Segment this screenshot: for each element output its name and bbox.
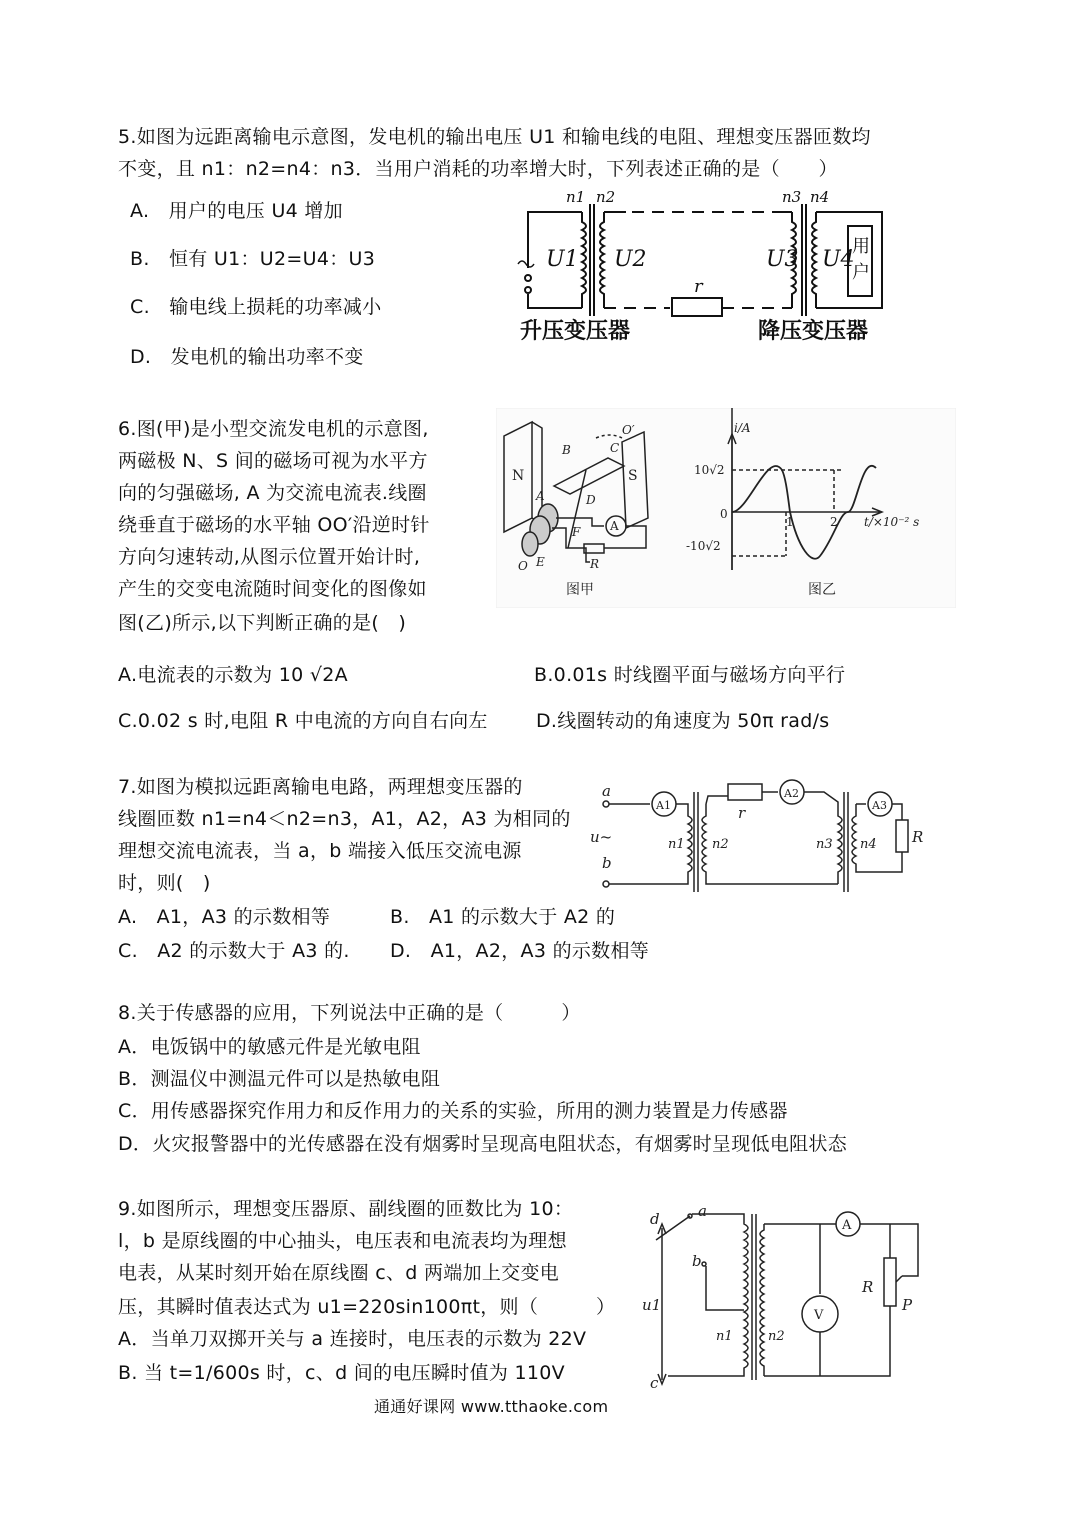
- q7-circuit-diagram: [588, 776, 933, 896]
- q6-label-C: C: [610, 441, 620, 455]
- q9-label-R: R: [862, 1278, 874, 1296]
- q6-ammeter-A: A: [610, 519, 619, 533]
- q6-option-a[interactable]: A.电流表的示数为 10 √2A: [118, 664, 348, 686]
- q6-option-d[interactable]: D.线圈转动的角速度为 50π rad/s: [536, 710, 830, 732]
- q6-label-Oprime: O′: [622, 423, 635, 437]
- footer-watermark: 通通好课网 www.tthaoke.com: [374, 1397, 609, 1416]
- q5-label-U2: U2: [614, 247, 647, 272]
- q6-label-D: D: [586, 493, 596, 507]
- q5-transmission-diagram: [510, 186, 890, 346]
- q9-voltmeter-V: V: [814, 1308, 824, 1323]
- q6-label-E: E: [536, 555, 545, 569]
- q5-option-d[interactable]: D. 发电机的输出功率不变: [130, 346, 364, 368]
- q6-pole-S: S: [628, 468, 638, 484]
- q6-stem-line7: 图(乙)所示,以下判断正确的是( ): [118, 612, 407, 634]
- q7-stem-line3: 理想交流电流表，当 a，b 端接入低压交流电源: [118, 840, 522, 862]
- q7-label-n4: n4: [860, 837, 877, 852]
- q9-label-b: b: [692, 1252, 702, 1270]
- q7-stem-line1: 7.如图为模拟远距离输电电路，两理想变压器的: [118, 776, 523, 798]
- q9-stem-line4: 压，其瞬时值表达式为 u1=220sin100πt，则（ ）: [118, 1296, 616, 1318]
- q9-stem-line2: l，b 是原线圈的中心抽头，电压表和电流表均为理想: [118, 1230, 567, 1252]
- q6-pole-N: N: [512, 468, 525, 484]
- q7-ammeter-A2: A2: [784, 787, 799, 800]
- q7-label-n3: n3: [816, 837, 833, 852]
- q6-label-O: O: [518, 559, 528, 573]
- q5-option-a[interactable]: A. 用户的电压 U4 增加: [130, 200, 343, 222]
- q9-option-b[interactable]: B. 当 t=1/600s 时，c、d 间的电压瞬时值为 110V: [118, 1362, 565, 1384]
- q6-xtick-2: 2: [830, 515, 838, 529]
- q6-xlabel: t/×10⁻² s: [864, 515, 920, 529]
- q9-label-n2: n2: [768, 1329, 785, 1344]
- q5-step-up-caption: 升压变压器: [520, 319, 631, 344]
- q7-option-a[interactable]: A. A1，A3 的示数相等: [118, 906, 331, 928]
- q5-label-n1: n1: [566, 188, 586, 206]
- q9-option-a[interactable]: A．当单刀双掷开关与 a 连接时，电压表的示数为 22V: [118, 1328, 587, 1350]
- q7-ammeter-A1: A1: [656, 799, 671, 812]
- q7-option-d[interactable]: D. A1，A2，A3 的示数相等: [390, 940, 650, 962]
- q6-stem-line4: 绕垂直于磁场的水平轴 OO′沿逆时针: [118, 514, 430, 536]
- q7-label-R: R: [912, 828, 924, 846]
- q6-option-b[interactable]: B.0.01s 时线圈平面与磁场方向平行: [534, 664, 846, 686]
- q5-user-bottom: 户: [852, 262, 870, 283]
- q5-stem-line2: 不变，且 n1：n2=n4：n3．当用户消耗的功率增大时，下列表述正确的是（ ）: [118, 158, 838, 180]
- q5-step-down-caption: 降压变压器: [758, 319, 869, 344]
- q6-caption-yi: 图乙: [808, 582, 836, 598]
- q8-option-a[interactable]: A．电饭锅中的敏感元件是光敏电阻: [118, 1036, 421, 1058]
- q7-option-c[interactable]: C. A2 的示数大于 A3 的.: [118, 940, 350, 962]
- q5-user-top: 用: [852, 236, 870, 257]
- q7-label-b: b: [602, 854, 612, 872]
- q7-label-r: r: [738, 804, 746, 822]
- q6-label-A: A: [536, 489, 545, 503]
- q5-label-U3: U3: [766, 247, 799, 272]
- q5-option-c[interactable]: C. 输电线上损耗的功率减小: [130, 296, 382, 318]
- q9-transformer-diagram: [640, 1200, 930, 1390]
- q8-stem: 8.关于传感器的应用，下列说法中正确的是（ ）: [118, 1002, 581, 1024]
- q9-label-c: c: [650, 1374, 659, 1390]
- q5-label-n4: n4: [810, 188, 830, 206]
- q6-stem-line2: 两磁极 N、S 间的磁场可视为水平方: [118, 450, 428, 472]
- q9-label-n1: n1: [716, 1329, 733, 1344]
- q7-label-n2: n2: [712, 837, 729, 852]
- q5-option-b[interactable]: B. 恒有 U1：U2=U4：U3: [130, 248, 376, 270]
- q6-caption-jia: 图甲: [566, 582, 594, 598]
- q9-ammeter-A: A: [842, 1218, 852, 1233]
- q5-label-n3: n3: [782, 188, 802, 206]
- q6-ytick-pos: 10√2: [694, 463, 725, 477]
- q6-option-c[interactable]: C.0.02 s 时,电阻 R 中电流的方向自右向左: [118, 710, 488, 732]
- q7-stem-line4: 时，则( ): [118, 872, 211, 894]
- q7-label-a: a: [602, 782, 611, 800]
- q7-option-b[interactable]: B. A1 的示数大于 A2 的: [390, 906, 616, 928]
- q6-ylabel: i/A: [734, 421, 751, 435]
- q6-origin: 0: [720, 507, 728, 521]
- q7-ammeter-A3: A3: [872, 799, 887, 812]
- q7-stem-line2: 线圈匝数 n1=n4＜n2=n3，A1，A2，A3 为相同的: [118, 808, 571, 830]
- q9-stem-line1: 9.如图所示，理想变压器原、副线圈的匝数比为 10：: [118, 1198, 574, 1220]
- q8-option-d[interactable]: D．火灾报警器中的光传感器在没有烟雾时呈现高电阻状态，有烟雾时呈现低电阻状态: [118, 1133, 848, 1155]
- q5-label-n2: n2: [596, 188, 616, 206]
- q6-stem-line1: 6.图(甲)是小型交流发电机的示意图,: [118, 418, 429, 440]
- q6-label-F: F: [572, 525, 581, 539]
- q6-stem-line3: 向的匀强磁场, A 为交流电流表.线圈: [118, 482, 427, 504]
- q6-label-B: B: [562, 443, 571, 457]
- q9-label-u1: u1: [642, 1296, 662, 1314]
- q6-stem-line6: 产生的交变电流随时间变化的图像如: [118, 578, 427, 600]
- q6-ytick-neg: -10√2: [686, 539, 721, 553]
- q8-option-b[interactable]: B．测温仪中测温元件可以是热敏电阻: [118, 1068, 441, 1090]
- q9-label-d: d: [650, 1210, 660, 1228]
- q9-label-P: P: [902, 1296, 913, 1314]
- q7-label-n1: n1: [668, 837, 685, 852]
- q5-label-r: r: [694, 276, 703, 297]
- q9-label-a: a: [698, 1202, 707, 1220]
- q6-stem-line5: 方向匀速转动,从图示位置开始计时,: [118, 546, 421, 568]
- q6-label-R: R: [590, 557, 600, 571]
- q5-label-U1: U1: [546, 247, 579, 272]
- q8-option-c[interactable]: C．用传感器探究作用力和反作用力的关系的实验，所用的测力装置是力传感器: [118, 1100, 788, 1122]
- q9-stem-line3: 电表，从某时刻开始在原线圈 c、d 两端加上交变电: [118, 1262, 560, 1284]
- q6-figure: [496, 408, 956, 608]
- q7-label-u: u~: [590, 828, 613, 846]
- q5-label-U4: U4: [822, 247, 855, 272]
- q6-xtick-1: 1: [786, 515, 794, 529]
- q5-stem-line1: 5.如图为远距离输电示意图，发电机的输出电压 U1 和输电线的电阻、理想变压器匝数均: [118, 126, 871, 148]
